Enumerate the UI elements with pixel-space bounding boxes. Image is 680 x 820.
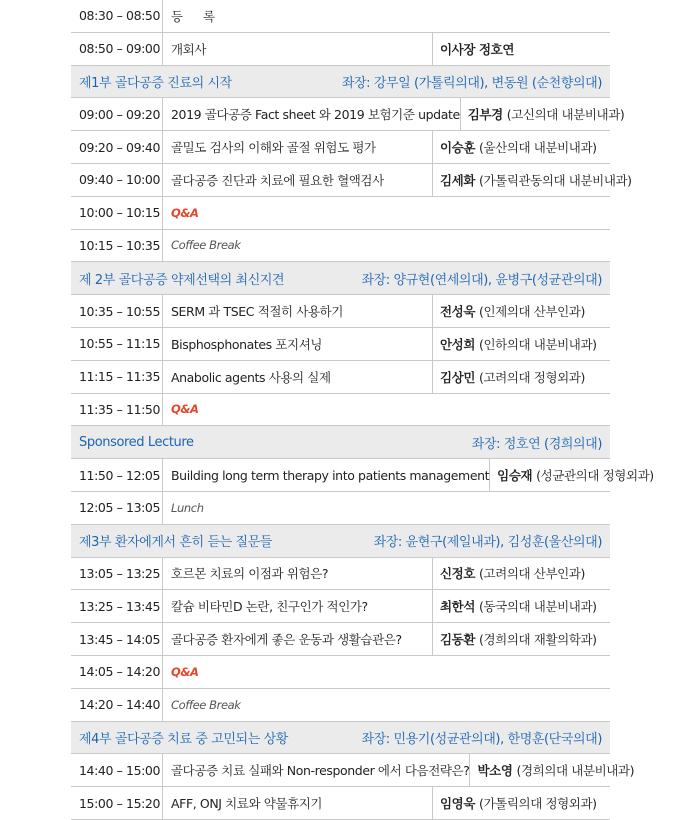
time-slot: 09:00 – 09:20	[71, 98, 163, 130]
schedule-row	[71, 98, 625, 131]
talk-title: 개회사	[163, 33, 433, 65]
session-title: 제 2부 골다공증 약제선택의 최신지견	[79, 272, 285, 288]
schedule-row	[71, 0, 610, 33]
schedule-row	[71, 558, 610, 591]
session-title: 제3부 환자에게서 흔히 듣는 질문들	[79, 535, 273, 551]
time-slot: 10:15 – 10:35	[71, 230, 163, 262]
speaker	[433, 361, 610, 393]
speaker	[433, 328, 610, 360]
speaker-name: 김부경	[467, 107, 503, 123]
speaker	[433, 33, 610, 65]
session-header	[71, 525, 610, 558]
speaker-name: 김세화	[440, 172, 476, 188]
speaker	[433, 295, 610, 327]
time-slot: 14:05 – 14:20	[71, 656, 163, 688]
schedule-row	[71, 164, 632, 197]
speaker-name: 임영욱	[440, 796, 476, 812]
break-label: Coffee Break	[171, 238, 241, 253]
session-header	[71, 426, 610, 459]
talk-title: AFF, ONJ 치료와 약물휴지기	[163, 787, 433, 819]
time-slot: 10:00 – 10:15	[71, 197, 163, 229]
schedule-row	[71, 131, 610, 164]
schedule-row	[71, 689, 610, 722]
talk-title: 호르몬 치료의 이점과 위험은?	[163, 558, 433, 590]
speaker	[433, 164, 632, 196]
time-slot: 13:05 – 13:25	[71, 558, 163, 590]
speaker-affiliation: (동국의대 내분비내과)	[479, 599, 597, 615]
speaker-name: 최한석	[440, 599, 476, 615]
speaker-name: 이승훈	[440, 140, 476, 156]
schedule-row	[71, 787, 610, 820]
speaker-name: 신정호	[440, 566, 476, 582]
speaker-affiliation: (고려의대 정형외과)	[479, 369, 585, 385]
break-label: Coffee Break	[171, 697, 241, 712]
time-slot: 10:35 – 10:55	[71, 295, 163, 327]
schedule-row	[71, 459, 654, 492]
speaker-name: 박소영	[477, 763, 513, 779]
time-slot: 13:45 – 14:05	[71, 623, 163, 655]
time-slot: 08:30 – 08:50	[71, 0, 163, 32]
time-slot: 09:20 – 09:40	[71, 131, 163, 163]
speaker	[490, 459, 667, 491]
schedule-row	[71, 590, 610, 623]
time-slot: 13:25 – 13:45	[71, 590, 163, 622]
speaker-affiliation: (경희의대 내분비내과)	[516, 763, 635, 779]
time-slot: 08:50 – 09:00	[71, 33, 163, 65]
speaker-name: 김동환	[440, 632, 476, 648]
talk-title: 등 록	[171, 8, 224, 24]
talk-title: 골다공증 진단과 치료에 필요한 혈액검사	[163, 164, 433, 196]
session-title: 제4부 골다공증 치료 중 고민되는 상황	[79, 731, 288, 747]
talk-title: Bisphosphonates 포지셔닝	[163, 328, 433, 360]
session-header	[71, 722, 610, 755]
schedule-row	[71, 33, 610, 66]
session-header	[71, 66, 610, 99]
schedule-row	[71, 394, 610, 427]
schedule-row	[71, 623, 610, 656]
talk-title: 골밀도 검사의 이해와 골절 위험도 평가	[163, 131, 433, 163]
session-chair: 좌장: 강무일 (가톨릭의대), 변동원 (순천향의대)	[341, 75, 602, 91]
speaker-name: 전성욱	[440, 304, 476, 320]
schedule-row	[71, 656, 610, 689]
session-chair: 좌장: 정호연 (경희의대)	[471, 436, 602, 452]
schedule-row	[71, 197, 610, 230]
speaker-affiliation: (가톨릭의대 정형외과)	[479, 796, 597, 812]
time-slot: 09:40 – 10:00	[71, 164, 163, 196]
speaker	[433, 787, 610, 819]
talk-title: Building long term therapy into patients management	[163, 459, 490, 491]
speaker	[433, 623, 610, 655]
qa-label: Q&A	[171, 205, 199, 220]
session-title: 제1부 골다공증 진료의 시작	[79, 75, 232, 91]
session-chair: 좌장: 민용기(성균관의대), 한명훈(단국의대)	[361, 731, 602, 747]
session-title: Sponsored Lecture	[79, 434, 194, 450]
session-chair: 좌장: 양규현(연세의대), 윤병구(성균관의대)	[361, 272, 602, 288]
time-slot: 11:35 – 11:50	[71, 394, 163, 426]
qa-label: Q&A	[171, 664, 199, 679]
break-label: Lunch	[171, 500, 204, 515]
speaker-affiliation: (인하의대 내분비내과)	[479, 336, 597, 352]
time-slot: 12:05 – 13:05	[71, 492, 163, 524]
talk-title: 칼슘 비타민D 논란, 친구인가 적인가?	[163, 590, 433, 622]
speaker	[433, 558, 610, 590]
talk-title: Anabolic agents 사용의 실제	[163, 361, 433, 393]
talk-title: 골다공증 환자에게 좋은 운동과 생활습관은?	[163, 623, 433, 655]
schedule-row	[71, 328, 610, 361]
talk-title: SERM 과 TSEC 적절히 사용하기	[163, 295, 433, 327]
time-slot: 15:00 – 15:20	[71, 787, 163, 819]
schedule-row	[71, 492, 610, 525]
talk-title: 골다공증 치료 실패와 Non-responder 에서 다음전략은?	[163, 754, 470, 786]
speaker-affiliation: (인제의대 산부인과)	[479, 304, 585, 320]
speaker	[433, 131, 610, 163]
speaker-affiliation: (고려의대 산부인과)	[479, 566, 585, 582]
time-slot: 10:55 – 11:15	[71, 328, 163, 360]
qa-label: Q&A	[171, 402, 199, 417]
time-slot: 14:20 – 14:40	[71, 689, 163, 721]
speaker-name: 김상민	[440, 369, 476, 385]
time-slot: 14:40 – 15:00	[71, 754, 163, 786]
speaker-affiliation: (성균관의대 정형외과)	[536, 468, 654, 484]
speaker-name: 안성희	[440, 336, 476, 352]
speaker-affiliation: (가톨릭관동의대 내분비내과)	[479, 172, 632, 188]
speaker-affiliation: (경희의대 재활의학과)	[479, 632, 597, 648]
session-header	[71, 262, 610, 295]
time-slot: 11:50 – 12:05	[71, 459, 163, 491]
speaker-name: 이사장 정호연	[440, 41, 515, 57]
speaker	[433, 590, 610, 622]
program-schedule	[71, 0, 654, 820]
speaker	[470, 754, 647, 786]
speaker-name: 임승재	[497, 468, 533, 484]
talk-title: 2019 골다공증 Fact sheet 와 2019 보험기준 update	[163, 98, 461, 130]
time-slot: 11:15 – 11:35	[71, 361, 163, 393]
schedule-row	[71, 295, 610, 328]
session-chair: 좌장: 윤현구(제일내과), 김성훈(울산의대)	[373, 535, 602, 551]
schedule-row	[71, 754, 635, 787]
speaker-affiliation: (울산의대 내분비내과)	[479, 140, 597, 156]
speaker	[461, 98, 638, 130]
speaker-affiliation: (고신의대 내분비내과)	[506, 107, 625, 123]
schedule-row	[71, 230, 610, 263]
schedule-row	[71, 361, 610, 394]
